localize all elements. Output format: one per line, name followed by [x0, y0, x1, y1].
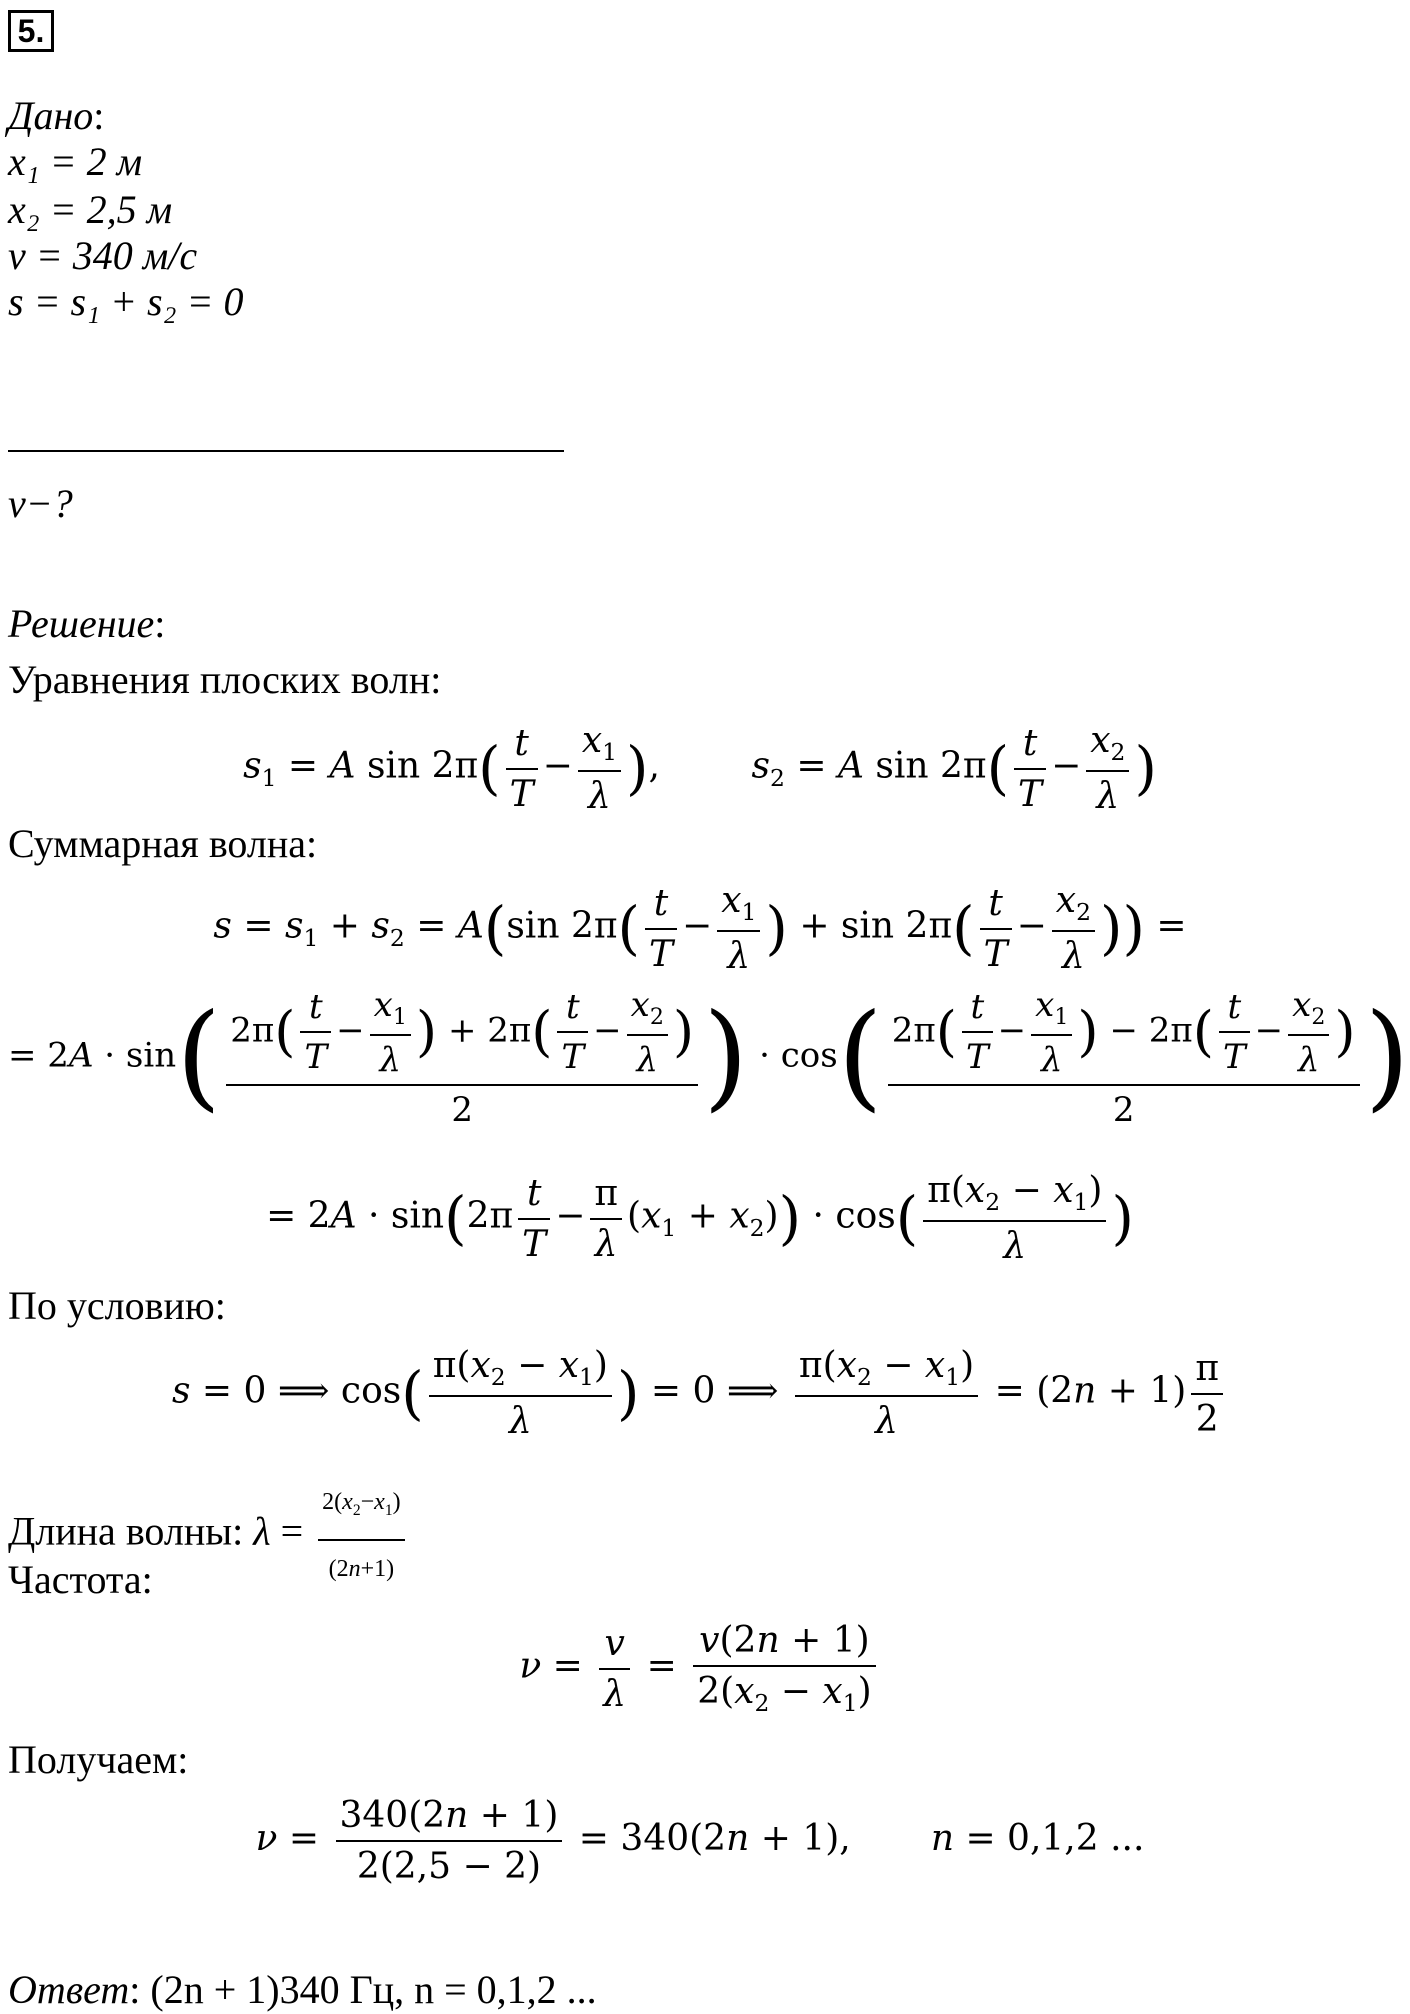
frequency-equation: ν = $\frac{v}{\lambda}$ = $\frac{v(2n + 1)}{2(x_2 - x_1)}$ — [0, 1620, 1400, 1717]
answer-line: Ответ: (2n + 1)340 Гц, n = 0,1,2 ... — [8, 1967, 597, 2012]
given-line-1: x₁ = 2 м — [8, 139, 143, 184]
frequency-label: Частота: — [8, 1557, 153, 1602]
result-equation: ν = $\frac{340(2n + 1)}{2(2,5 - 2)}$ = 340(2n + 1), n = 0,1,2 ... — [255, 1795, 1145, 1887]
answer-text: (2n + 1)340 Гц, n = 0,1,2 ... — [150, 1967, 597, 2012]
wavelength-line: Длина волны: λ = $\frac{2(x_2-x_1)}{(2n+1)}$ — [8, 1478, 410, 1593]
result-label: Получаем: — [8, 1737, 189, 1782]
given-heading: Дано: — [8, 93, 105, 138]
sum-wave-equation: $s = s_1 + s_2 = A(\sin$ 2π( $\frac{t}{T}$ − $\frac{x_1}{\lambda}$ ) + sin 2π( $\frac{t}{T}$ − $\frac{x_2}{\lambda}$ )) = — [213, 880, 1187, 978]
sum-wave-label: Суммарная волна: — [8, 821, 318, 866]
given-line-4: s = s₁ + s₂ = 0 — [8, 279, 244, 324]
solution-heading: Решение: — [8, 601, 166, 646]
plane-waves-label: Уравнения плоских волн: — [8, 657, 442, 702]
given-divider — [8, 450, 564, 452]
given-line-3: v = 340 м/с — [8, 233, 198, 278]
find-line: ν−? — [8, 481, 73, 526]
condition-label: По условию: — [8, 1283, 226, 1328]
plane-wave-equations: $s_1 = A$ sin 2π( $\frac{t}{T}$ − $\frac{x_1}{\lambda}$ ), $s_2 = A$ sin 2π( $\frac{t}{T}$ − $\frac{x_2}{\lambda}$ ) — [243, 720, 1157, 818]
condition-equation: s = 0 ⟹ cos( $\frac{\pi(x_2 - x_1)}{\lambda}$ ) = 0 ⟹ $\frac{\pi(x_2 - x_1)}{\lambda}$ = (2n + 1) $\frac{\pi}{2}$ — [0, 1345, 1400, 1442]
simplified-equation: = 2A · sin(2π $\frac{t}{T}$ − $\frac{\pi}{\lambda}$ $(x_1 + x_2)) \cdot \cos$( $\frac{\pi(x_2 - x_1)}{\lambda}$ ) — [266, 1170, 1134, 1268]
given-line-2: x₂ = 2,5 м — [8, 187, 173, 232]
sum-to-product-equation: = 2A · sin( 2π( $\frac{t}{T}$ − $\frac{x_1}{\lambda}$ ) + 2π( $\frac{t}{T}$ − $\frac{x_2}{\lambda}$ ) 2 ) · cos( 2π( $\frac{t}{T}$ − $\frac{x_1}{\lambda}$ ) − 2π( $\frac{t}{T}$ − $\frac{x_2}{\lambda}$ ) 2 ) — [8, 985, 1410, 1130]
problem-number: 5. — [8, 10, 54, 52]
